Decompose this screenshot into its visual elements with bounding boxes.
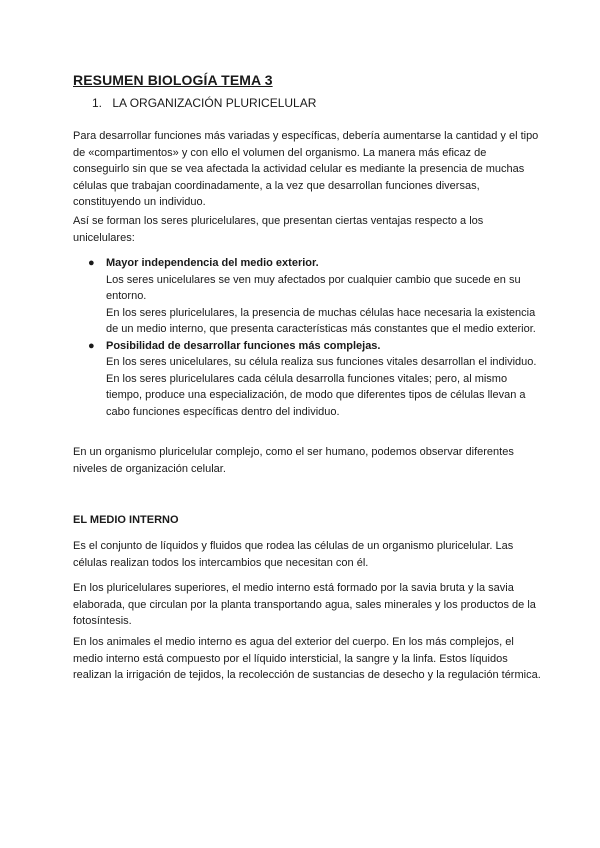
section-heading-medio-interno: EL MEDIO INTERNO	[73, 514, 179, 526]
bullet-text: En los seres pluricelulares, la presencia de muchas células hace necesaria la existencia de un medio interno, que presenta características más constantes que el medio exterior.	[106, 306, 536, 335]
document-title: RESUMEN BIOLOGÍA TEMA 3	[73, 72, 273, 88]
bullet-icon: ●	[88, 339, 95, 352]
bullet-text: En los seres unicelulares, su célula realiza sus funciones vitales desarrollan el individuo.	[106, 356, 537, 368]
ventajas-list	[73, 255, 543, 420]
paragraph-definicion: Es el conjunto de líquidos y fluidos que rodea las células de un organismo pluricelular. Las células realizan todos los intercambios que necesitan con él.	[73, 540, 514, 569]
bullet-heading: Mayor independencia del medio exterior.	[106, 257, 319, 269]
section-heading-organizacion	[92, 96, 316, 110]
section-title: LA ORGANIZACIÓN PLURICELULAR	[112, 96, 317, 110]
bullet-text: En los seres pluricelulares cada célula desarrolla funciones vitales; pero, al mismo tiempo, produce una especialización, de modo que diferentes tipos de células llevan a cabo funciones específicas dentro del individuo.	[106, 372, 526, 418]
list-item	[73, 255, 543, 338]
section-number: 1.	[92, 96, 103, 110]
bullet-text: Los seres unicelulares se ven muy afectados por cualquier cambio que sucede en su entorno.	[106, 273, 521, 302]
paragraph-animales: En los animales el medio interno es agua del exterior del cuerpo. En los más complejos, el medio interno está compuesto por el líquido intersticial, la sangre y la linfa. Estos líquidos realizan la irrigación de tejidos, la recolección de sustancias de desecho y la regulación térmica.	[73, 636, 541, 681]
bullet-heading: Posibilidad de desarrollar funciones más complejas.	[106, 339, 381, 352]
paragraph-niveles: En un organismo pluricelular complejo, como el ser humano, podemos observar diferentes niveles de organización celular.	[73, 446, 514, 475]
paragraph-ventajas: Así se forman los seres pluricelulares, que presentan ciertas ventajas respecto a los unicelulares:	[73, 215, 484, 244]
list-item	[73, 338, 543, 421]
paragraph-intro: Para desarrollar funciones más variadas y específicas, debería aumentarse la cantidad y el tipo de «compartimentos» y con ello el volumen del organismo. La manera más eficaz de conseguirlo sin que se vea afectada la actividad celular es mediante la presencia de muchas células que trabajan coordinadamente, a la vez que desarrollan funciones diversas, constituyendo un individuo.	[73, 130, 539, 208]
paragraph-plantas: En los pluricelulares superiores, el medio interno está formado por la savia bruta y la savia elaborada, que circulan por la planta transportando agua, sales minerales y los productos de la fotosíntesis.	[73, 582, 536, 627]
bullet-icon: ●	[88, 257, 95, 269]
